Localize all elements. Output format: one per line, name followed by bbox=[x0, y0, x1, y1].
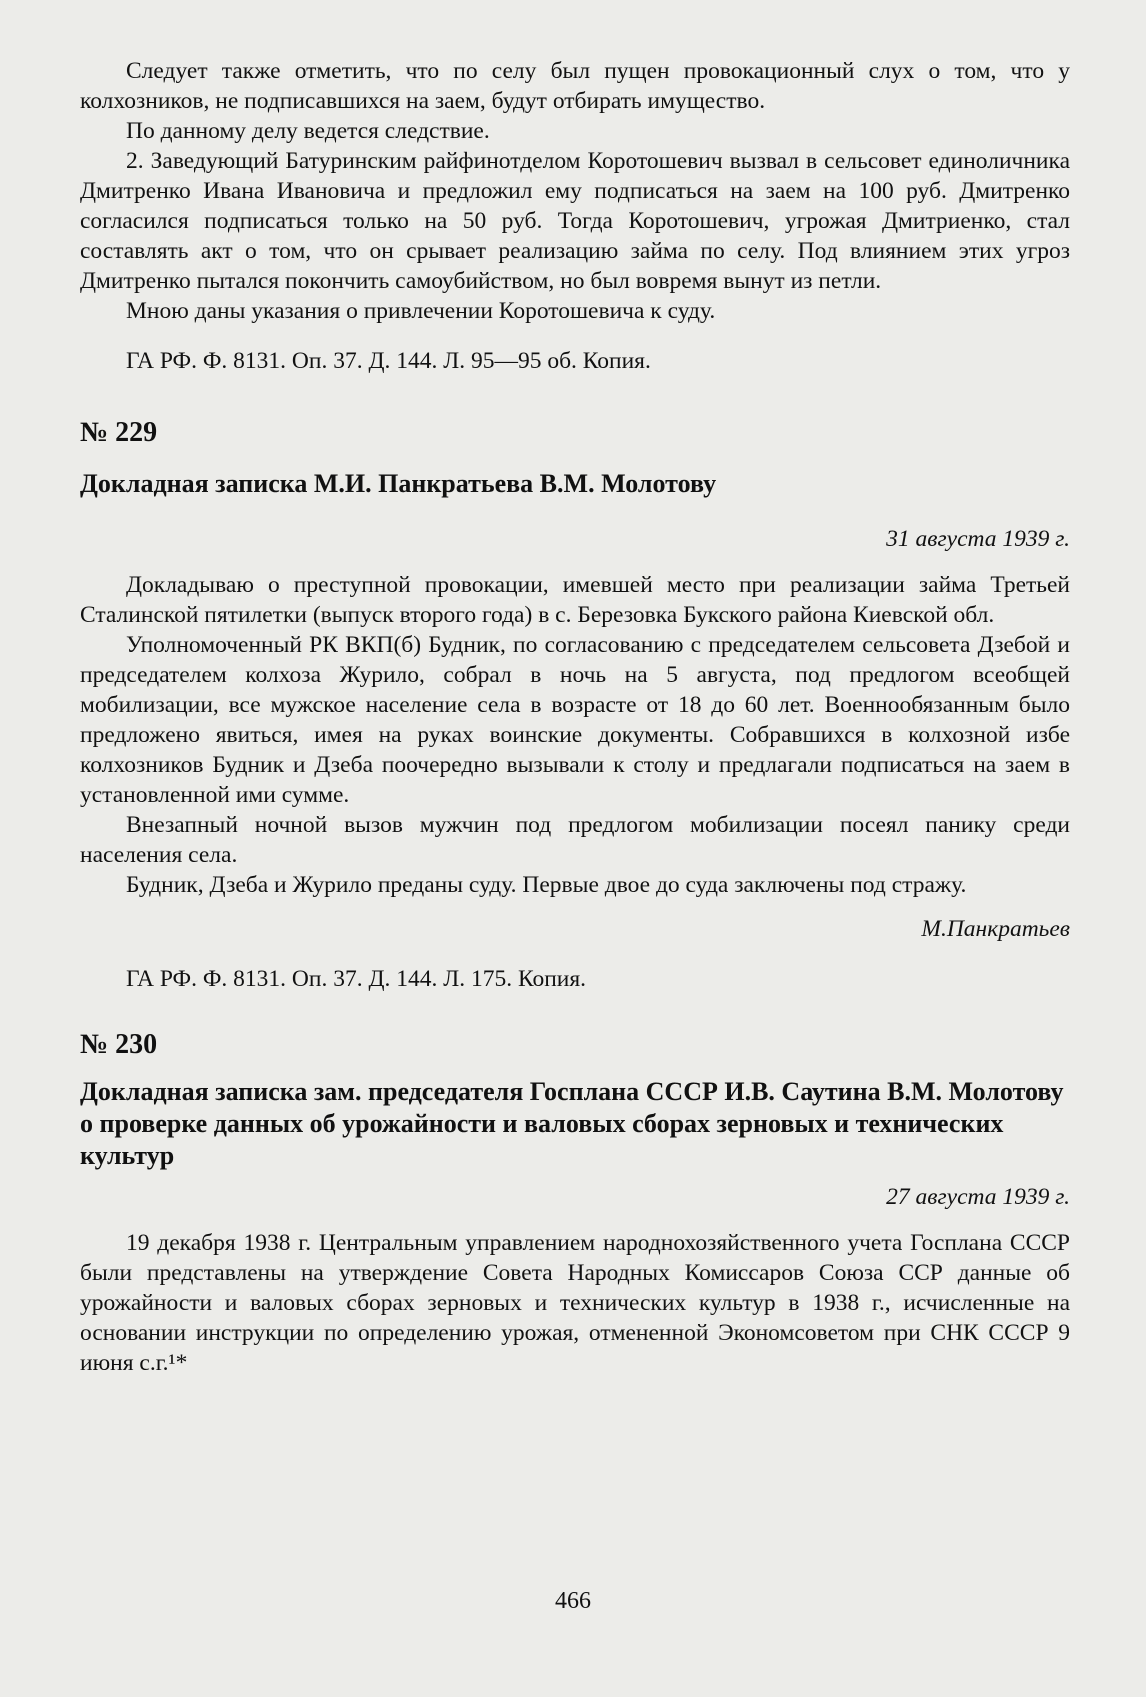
paragraph: По данному делу ведется следствие. bbox=[126, 118, 490, 144]
archive-source: ГА РФ. Ф. 8131. Оп. 37. Д. 144. Л. 175. Копия. bbox=[126, 966, 587, 992]
paragraph: Внезапный ночной вызов мужчин под предлогом мобилизации посеял панику среди населения села. bbox=[80, 812, 1070, 868]
paragraph: 19 декабря 1938 г. Центральным управлением народнохозяйственного учета Госплана СССР были представлены на утверждение Совета Народных Комиссаров Союза ССР данные об урожайности и валовых сборах зерновых и технических культур в 1938 г., исчисленные на основании инструкции по определению урожая, отмененной Экономсоветом при СНК СССР 9 июня с.г.¹* bbox=[80, 1230, 1070, 1376]
document-title: Докладная записка М.И. Панкратьева В.М. Молотову bbox=[80, 469, 717, 498]
document-date: 31 августа 1939 г. bbox=[886, 526, 1070, 552]
document-number: № 230 bbox=[80, 1029, 158, 1060]
archive-source: ГА РФ. Ф. 8131. Оп. 37. Д. 144. Л. 95—95 об. Копия. bbox=[126, 348, 651, 374]
document-229 bbox=[80, 416, 1070, 994]
paragraph: 2. Заведующий Батуринским райфинотделом Коротошевич вызвал в сельсовет единоличника Дмитренко Ивана Ивановича и предложил ему подписаться на заем на 100 руб. Дмитренко согласился подписаться только на 50 руб. Тогда Коротошевич, угрожая Дмитриенко, стал составлять акт о том, что он срывает реализацию займа по селу. Под влиянием этих угроз Дмитренко пытался покончить самоубийством, но был вовремя вынут из петли. bbox=[80, 148, 1070, 294]
page-number: 466 bbox=[555, 1588, 591, 1614]
paragraph: Будник, Дзеба и Журило преданы суду. Первые двое до суда заключены под стражу. bbox=[126, 872, 967, 898]
document-230 bbox=[80, 1028, 1070, 1378]
signature: М.Панкратьев bbox=[921, 916, 1070, 942]
paragraph: Мною даны указания о привлечении Коротошевича к суду. bbox=[126, 298, 716, 324]
paragraph: Докладываю о преступной провокации, имевшей место при реализации займа Третьей Сталинской пятилетки (выпуск второго года) в с. Березовка Букского района Киевской обл. bbox=[80, 572, 1070, 628]
paragraph: Уполномоченный РК ВКП(б) Будник, по согласованию с председателем сельсовета Дзебой и председателем колхоза Журило, собрал в ночь на 5 августа, под предлогом всеобщей мобилизации, все мужское население села в возрасте от 18 до 60 лет. Военнообязанным было предложено явиться, имея на руках воинские документы. Собравшихся в колхозной избе колхозников Будник и Дзеба поочередно вызывали к столу и предлагали подписаться на заем в установленной ими сумме. bbox=[80, 632, 1070, 808]
document-date: 27 августа 1939 г. bbox=[886, 1184, 1070, 1210]
page-content bbox=[80, 56, 1070, 1378]
previous-document-continuation bbox=[80, 56, 1070, 376]
document-number: № 229 bbox=[80, 417, 158, 448]
document-title: Докладная записка зам. председателя Госплана СССР И.В. Саутина В.М. Молотову о проверке данных об урожайности и валовых сборах зерновых и технических культур bbox=[80, 1077, 1064, 1170]
paragraph: Следует также отметить, что по селу был пущен провокационный слух о том, что у колхозников, не подписавшихся на заем, будут отбирать имущество. bbox=[80, 58, 1070, 114]
